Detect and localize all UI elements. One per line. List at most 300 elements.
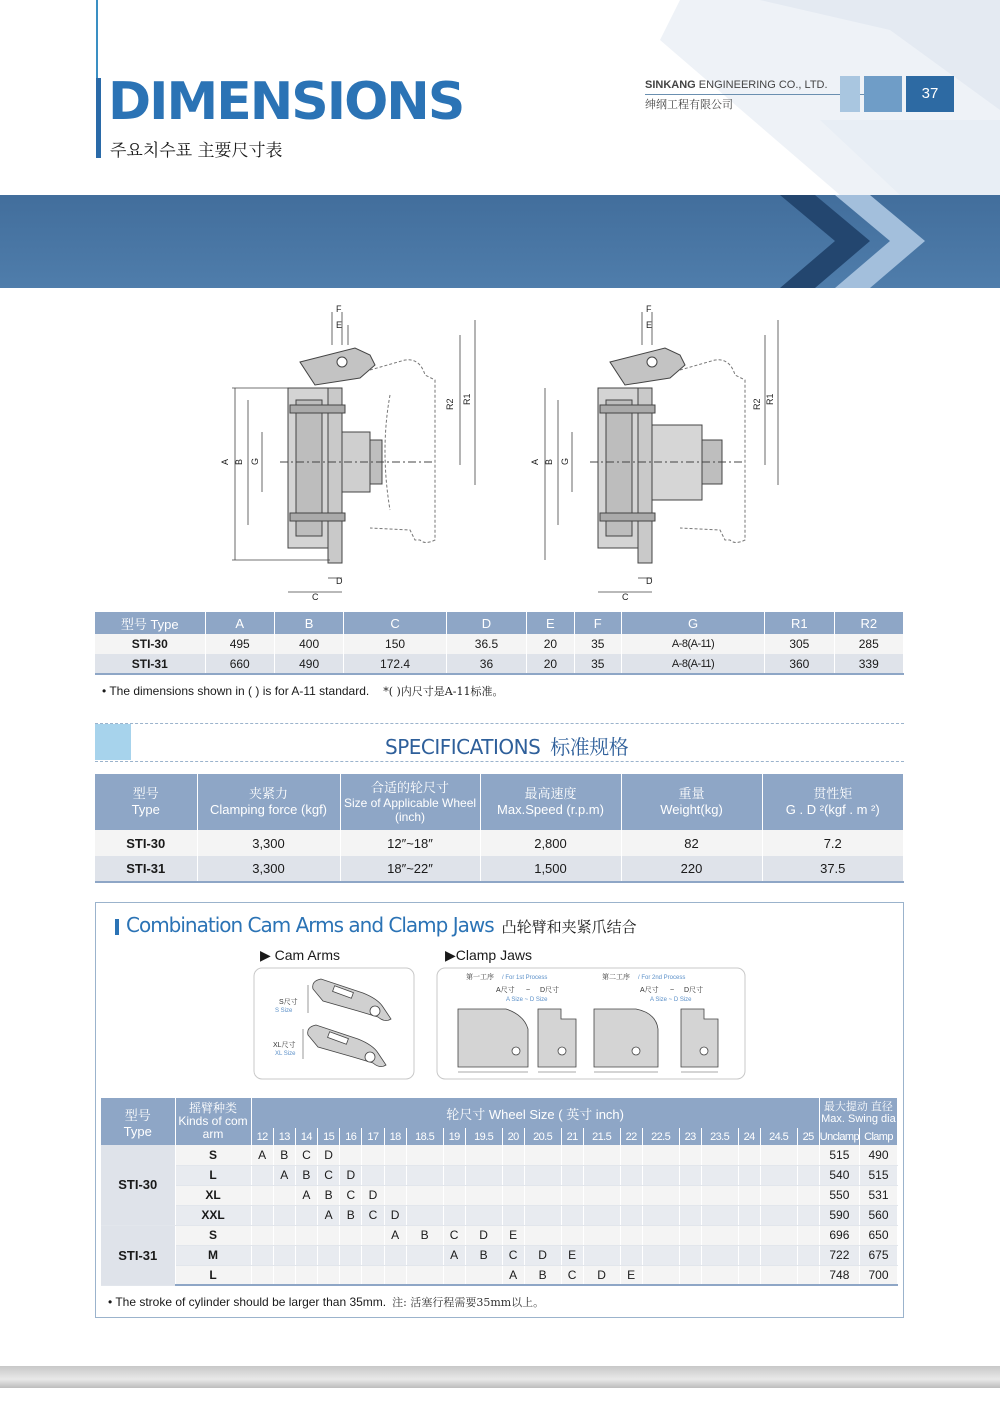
combo-kind-cell: S [175,1145,251,1165]
header-vertical-line [96,0,98,78]
cam-xl-label: XL尺寸 [273,1042,296,1049]
spec-title-cn: 标准规格 [550,735,629,759]
cam-s-label: S尺寸 [279,999,298,1006]
combo-unclamp-cell: 696 [819,1225,859,1245]
combo-size-cell [760,1145,797,1165]
jaw-d-size-2: D尺寸 [684,987,704,994]
combo-size-cell [679,1165,701,1185]
spec-header-en: Type [131,802,160,817]
wheel-size-header: 24 [738,1128,760,1145]
spec-cell: 3,300 [197,856,340,882]
combo-header-kind [175,1098,251,1145]
combo-size-cell: D [384,1205,406,1225]
combo-size-cell [797,1225,819,1245]
label-g: G [250,457,260,465]
combo-size-cell: E [561,1245,583,1265]
combo-clamp-cell: 490 [860,1145,898,1165]
page-deco-box-light [840,76,860,112]
combo-clamp-cell: 700 [860,1265,898,1285]
spec-cell: 7.2 [762,830,904,856]
wheel-size-header: 23 [679,1128,701,1145]
combo-size-cell [620,1225,642,1245]
spec-cell: 12″~18″ [340,830,480,856]
combo-size-cell [251,1245,273,1265]
combo-unclamp-cell: 722 [819,1245,859,1265]
spec-header-cn: 合适的轮尺寸 [370,780,449,795]
combo-size-cell [738,1145,760,1165]
spec-cell: 1,500 [480,856,621,882]
combo-size-cell [406,1185,443,1205]
combo-size-cell [273,1245,295,1265]
combo-size-cell [642,1245,679,1265]
combo-size-cell [362,1225,384,1245]
combo-size-cell [273,1265,295,1285]
jaw-size-range-en-2: A Size ~ D Size [650,997,692,1003]
wheel-size-header: 12 [251,1128,273,1145]
combo-size-cell [465,1205,502,1225]
specifications-table [95,774,904,883]
combo-size-cell [642,1185,679,1205]
combo-size-cell [251,1225,273,1245]
combo-size-cell [406,1205,443,1225]
dim-header-r2: R2 [834,612,903,634]
combo-size-cell [406,1265,443,1285]
dim-cell: 285 [834,634,903,654]
jaw-a-size: A尺寸 [496,987,515,994]
dim-cell: 400 [274,634,343,654]
dim-header-e: E [527,612,574,634]
combo-size-cell [465,1145,502,1165]
combo-unclamp-cell: 590 [819,1205,859,1225]
combo-size-cell [679,1245,701,1265]
spec-header-weight [621,774,762,830]
company-name-cn: 绅纲工程有限公司 [645,98,733,111]
label-c: C [312,592,319,602]
technical-drawings [220,300,780,605]
spec-header-en: Size of Applicable Wheel (inch) [343,796,477,824]
spec-header-cn: 贯性矩 [813,786,853,801]
dim-cell: 35 [574,654,621,674]
dim-cell: 360 [765,654,834,674]
label-f: F [336,304,342,314]
combo-size-cell [340,1225,362,1245]
combo-size-cell [738,1185,760,1205]
combination-title-en: Combination Cam Arms and Clamp Jaws [126,913,494,937]
wheel-size-header: 23.5 [701,1128,738,1145]
combo-size-cell [295,1265,317,1285]
combo-size-cell [318,1245,340,1265]
combo-size-cell [406,1245,443,1265]
combo-size-cell: D [318,1145,340,1165]
combo-size-cell [701,1225,738,1245]
combo-header-swing [819,1098,897,1128]
combo-kind-cell: XXL [175,1205,251,1225]
combo-size-cell [561,1185,583,1205]
combo-size-cell: A [443,1245,465,1265]
wheel-size-header: 19.5 [465,1128,502,1145]
combination-note-cn: 注: 活塞行程需要35mm以上。 [392,1296,545,1309]
combo-size-cell [701,1245,738,1265]
spec-cell: STI-31 [95,856,197,882]
combo-size-cell [738,1245,760,1265]
combination-header-row [101,1098,898,1128]
combo-header-swing-en: Max. Swing dia [821,1113,896,1125]
combo-size-cell [642,1165,679,1185]
combo-clamp-cell: 515 [860,1165,898,1185]
combo-size-cell: C [318,1165,340,1185]
wheel-size-header: 13 [273,1128,295,1145]
combo-size-cell [502,1205,524,1225]
spec-header-clamping [197,774,340,830]
clamp-jaws-picture [436,967,746,1080]
spec-cell: 18″~22″ [340,856,480,882]
wheel-size-header: 15 [318,1128,340,1145]
combo-size-cell [760,1205,797,1225]
wheel-size-header: 19 [443,1128,465,1145]
combo-size-cell [701,1185,738,1205]
spec-header-cn: 重量 [678,786,705,801]
combo-size-cell [362,1145,384,1165]
spec-accent-square [95,724,131,760]
wheel-size-header: 20 [502,1128,524,1145]
combo-size-cell [642,1225,679,1245]
combo-size-cell [362,1265,384,1285]
label-b: B [234,458,244,465]
combo-size-cell [465,1265,502,1285]
combination-accent-bar [115,919,119,935]
table-row [95,654,904,674]
combo-size-cell [443,1265,465,1285]
combo-size-cell: B [406,1225,443,1245]
combo-clamp-cell: 531 [860,1185,898,1205]
combo-size-cell [384,1245,406,1265]
dimensions-note-cn: *( )内尺寸是A-11标准。 [383,685,504,698]
combo-size-cell [251,1165,273,1185]
combo-header-kind-cn: 摇臂种类 [188,1101,237,1115]
combo-size-cell: D [465,1225,502,1245]
wheel-size-header: 18 [384,1128,406,1145]
combo-header-swing-cn: 最大提动 直径 [823,1101,893,1113]
combo-size-cell [797,1245,819,1265]
spec-cell: 220 [621,856,762,882]
combo-size-cell [561,1205,583,1225]
cam-xl-label-en: XL Size [275,1051,296,1057]
clamp-jaws-label: ▶Clamp Jaws [445,947,533,963]
combo-size-cell [583,1245,620,1265]
jaw-d-size: D尺寸 [540,987,560,994]
combo-size-cell [406,1165,443,1185]
combo-size-cell [502,1145,524,1165]
wheel-size-header: 22 [620,1128,642,1145]
combo-size-cell [384,1185,406,1205]
combo-size-cell [443,1145,465,1165]
combo-size-cell [701,1265,738,1285]
dim-cell: 150 [344,634,446,654]
combo-size-cell [642,1265,679,1285]
table-row [101,1185,898,1205]
chevron-arrows-icon [0,195,1000,288]
cam-arms-label: ▶ Cam Arms [260,947,340,963]
combo-size-cell [251,1265,273,1285]
dim-cell: 35 [574,634,621,654]
combo-size-cell [340,1145,362,1165]
dim-header-type: 型号 Type [95,612,205,634]
combo-size-cell [738,1205,760,1225]
label-a-2: A [530,458,540,465]
combo-size-cell [406,1145,443,1165]
spec-header-cn: 夹紧力 [248,786,288,801]
cam-s-label-en: S Size [275,1008,293,1014]
wheel-size-header: 24.5 [760,1128,797,1145]
spec-header-type [95,774,197,830]
combo-clamp-cell: 675 [860,1245,898,1265]
dimensions-note [102,683,503,699]
jaw-1st-process: 第一工序 [466,974,494,981]
footer-strip [0,1366,1000,1388]
dim-header-a: A [205,612,274,634]
combo-size-cell [797,1145,819,1165]
dimensions-note-en: • The dimensions shown in ( ) is for A-11 standard. [102,684,370,698]
combo-size-cell [524,1205,561,1225]
jaw-tilde-2: ~ [670,987,675,994]
jaw-2nd-process-en: / For 2nd Process [638,975,686,981]
combo-size-cell: D [583,1265,620,1285]
combo-size-cell [583,1165,620,1185]
combo-size-cell [797,1185,819,1205]
combo-size-cell: C [295,1145,317,1165]
combo-size-cell [797,1205,819,1225]
combo-size-cell [384,1145,406,1165]
combo-size-cell: B [273,1145,295,1165]
table-row [95,830,904,856]
dim-cell: 172.4 [344,654,446,674]
combo-size-cell: D [524,1245,561,1265]
dim-cell: 20 [527,654,574,674]
combo-size-cell [679,1205,701,1225]
spec-header-cn: 型号 [132,786,159,801]
wheel-size-header: 21 [561,1128,583,1145]
combo-size-cell [760,1165,797,1185]
spec-divider-bottom [95,761,904,762]
dim-header-d: D [446,612,526,634]
combo-size-cell [251,1205,273,1225]
combo-size-cell [251,1185,273,1205]
combo-size-cell [620,1205,642,1225]
dim-header-c: C [344,612,446,634]
spec-cell: 3,300 [197,830,340,856]
page-subtitle: 주요치수표 主要尺寸表 [110,141,283,161]
dim-cell: 495 [205,634,274,654]
dim-header-f: F [574,612,621,634]
combo-size-cell [620,1145,642,1165]
combo-size-cell: B [295,1165,317,1185]
combo-size-cell [679,1265,701,1285]
combo-header-type-cn: 型号 [124,1107,151,1123]
combination-title [126,913,637,937]
table-row [101,1245,898,1265]
wheel-size-header: 21.5 [583,1128,620,1145]
combo-size-cell: B [465,1245,502,1265]
combo-size-cell [679,1225,701,1245]
combo-header-type [101,1098,175,1145]
combo-size-cell [273,1205,295,1225]
combo-size-cell: D [362,1185,384,1205]
combo-size-cell [797,1265,819,1285]
wheel-size-header: 25 [797,1128,819,1145]
combo-size-cell: A [295,1185,317,1205]
combo-size-cell [760,1225,797,1245]
wheel-size-header: 14 [295,1128,317,1145]
spec-cell: STI-30 [95,830,197,856]
spec-header-en: Clamping force (kgf) [209,802,328,817]
combination-note-en: • The stroke of cylinder should be larger than 35mm. [108,1295,387,1309]
page-deco-box-mid [864,76,902,112]
combo-size-cell: C [443,1225,465,1245]
combination-table [101,1098,898,1286]
combo-header-clamp: Clamp [860,1128,898,1145]
combo-size-cell [760,1265,797,1285]
jaw-tilde: ~ [526,987,531,994]
label-g-2: G [560,457,570,465]
combo-size-cell [384,1165,406,1185]
combo-size-cell [583,1185,620,1205]
table-row [101,1265,898,1285]
combo-kind-cell: M [175,1245,251,1265]
label-e-2: E [646,320,653,330]
spec-header-cn: 最高速度 [524,786,577,801]
combo-size-cell [502,1185,524,1205]
spec-cell: 2,800 [480,830,621,856]
label-r2-2: R2 [752,398,762,410]
dim-cell: 20 [527,634,574,654]
page-number: 37 [906,76,954,112]
jaw-a-size-2: A尺寸 [640,987,659,994]
wheel-size-header: 22.5 [642,1128,679,1145]
combo-size-cell: C [362,1205,384,1225]
combo-size-cell [620,1245,642,1265]
dim-cell: 36.5 [446,634,526,654]
dim-cell: 36 [446,654,526,674]
combo-size-cell [679,1185,701,1205]
combo-size-cell: A [251,1145,273,1165]
combo-size-cell [465,1185,502,1205]
dim-cell: A-8(A-11) [621,654,764,674]
combo-size-cell [295,1205,317,1225]
combo-size-cell [561,1225,583,1245]
spec-header-en: Weight(kg) [660,802,723,817]
dim-header-b: B [274,612,343,634]
label-r2: R2 [445,398,455,410]
combo-size-cell: E [620,1265,642,1285]
spec-cell: 37.5 [762,856,904,882]
combo-size-cell [561,1165,583,1185]
spec-header-row [95,774,904,830]
dim-cell: 660 [205,654,274,674]
combo-size-cell [583,1225,620,1245]
combo-type-cell: STI-31 [101,1225,175,1285]
combo-size-cell [738,1225,760,1245]
dim-header-g: G [621,612,764,634]
combo-size-cell: A [273,1165,295,1185]
combo-header-kind-en: Kinds of com arm [178,1114,248,1141]
combo-size-cell: D [340,1165,362,1185]
company-name-rest: ENGINEERING CO., LTD. [695,79,828,91]
combo-size-cell [524,1165,561,1185]
combo-size-cell: B [524,1265,561,1285]
combo-size-cell [760,1185,797,1205]
table-row [95,856,904,882]
dim-cell: 339 [834,654,903,674]
combo-size-cell [738,1165,760,1185]
spec-divider-top [95,723,904,724]
combo-size-cell: C [561,1265,583,1285]
combo-size-cell [620,1185,642,1205]
spec-header-en: G . D ²(kgf . m ²) [785,802,880,817]
wheel-size-header: 16 [340,1128,362,1145]
combo-size-cell [760,1245,797,1265]
dim-cell: A-8(A-11) [621,634,764,654]
combo-size-cell [620,1165,642,1185]
dimensions-header-row [95,612,904,634]
combo-size-cell [318,1265,340,1285]
combo-size-cell [797,1165,819,1185]
company-name [645,79,828,91]
jaw-size-range-en: A Size ~ D Size [506,997,548,1003]
combo-unclamp-cell: 748 [819,1265,859,1285]
combo-kind-cell: S [175,1225,251,1245]
combo-unclamp-cell: 550 [819,1185,859,1205]
header-band [0,195,1000,288]
combo-size-cell [524,1145,561,1165]
combo-size-cell [561,1145,583,1165]
jaw-1st-process-en: / For 1st Process [502,975,548,981]
company-name-bold: SINKANG [645,79,696,91]
combo-kind-cell: L [175,1165,251,1185]
combination-title-cn: 凸轮臂和夹紧爪结合 [501,918,637,936]
label-b-2: B [544,458,554,465]
combo-size-cell [502,1165,524,1185]
drawing-left [280,348,435,563]
table-row [101,1165,898,1185]
page-title: DIMENSIONS [108,72,464,132]
combo-size-cell: B [318,1185,340,1205]
combo-size-cell [443,1185,465,1205]
combo-size-cell [642,1205,679,1225]
combo-size-cell [318,1225,340,1245]
wheel-size-header: 17 [362,1128,384,1145]
label-e: E [336,320,343,330]
combo-type-cell: STI-30 [101,1145,175,1225]
combo-header-unclamp: Unclamp [819,1128,859,1145]
dim-cell: 490 [274,654,343,674]
table-row [101,1145,898,1165]
spec-header-wheel [340,774,480,830]
spec-title [385,731,628,760]
combo-size-cell [443,1165,465,1185]
label-r1: R1 [462,393,472,405]
jaw-2nd-process: 第二工序 [602,974,630,981]
dim-cell: 305 [765,634,834,654]
combo-size-cell [362,1165,384,1185]
combo-size-cell [524,1185,561,1205]
combo-size-cell [362,1245,384,1265]
combo-size-cell [384,1265,406,1285]
label-c-2: C [622,592,629,602]
spec-header-speed [480,774,621,830]
combo-clamp-cell: 650 [860,1225,898,1245]
drawing-right [590,348,745,563]
combo-size-cell: B [340,1205,362,1225]
